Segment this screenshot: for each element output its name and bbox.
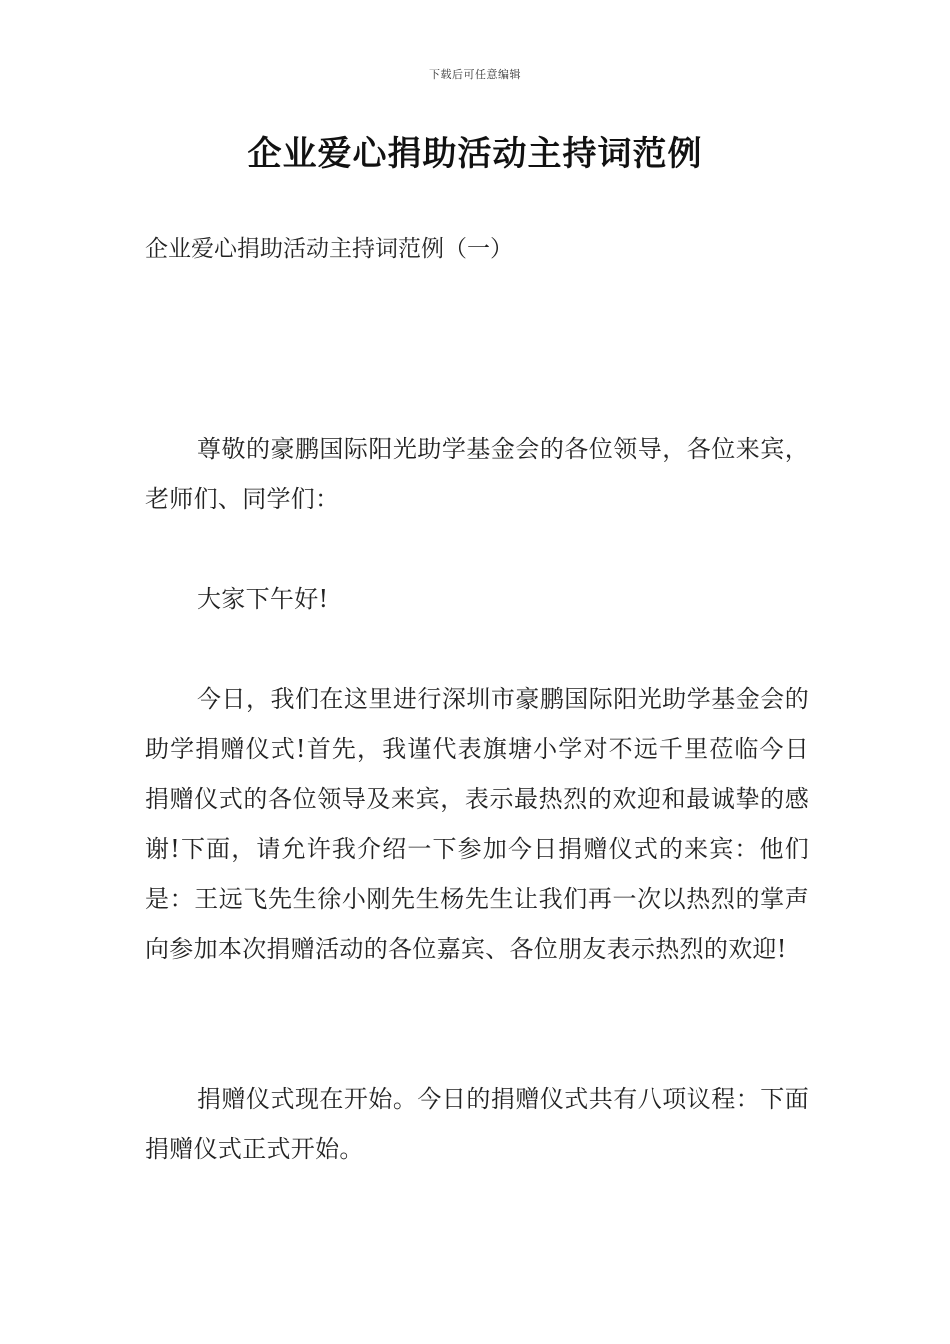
paragraph-ceremony-start: 捐赠仪式现在开始。今日的捐赠仪式共有八项议程：下面捐赠仪式正式开始。	[145, 1085, 809, 1163]
document-title: 企业爱心捐助活动主持词范例	[247, 134, 703, 174]
paragraph-introduction: 今日，我们在这里进行深圳市豪鹏国际阳光助学基金会的助学捐赠仪式!首先，我谨代表旗塘小学对不远千里莅临今日捐赠仪式的各位领导及来宾，表示最热烈的欢迎和最诚挚的感谢!下面，请允许我介绍一下参加今日捐赠仪式的来宾：他们是：王远飞先生徐小刚先生杨先生让我们再一次以热烈的掌声向参加本次捐赠活动的各位嘉宾、各位朋友表示热烈的欢迎!	[145, 685, 809, 963]
document-subtitle: 企业爱心捐助活动主持词范例（一）	[145, 236, 513, 262]
header-note: 下载后可任意编辑	[429, 68, 521, 81]
paragraph-salutation: 大家下午好!	[197, 585, 329, 613]
paragraph-greeting: 尊敬的豪鹏国际阳光助学基金会的各位领导，各位来宾，老师们、同学们：	[145, 435, 809, 513]
